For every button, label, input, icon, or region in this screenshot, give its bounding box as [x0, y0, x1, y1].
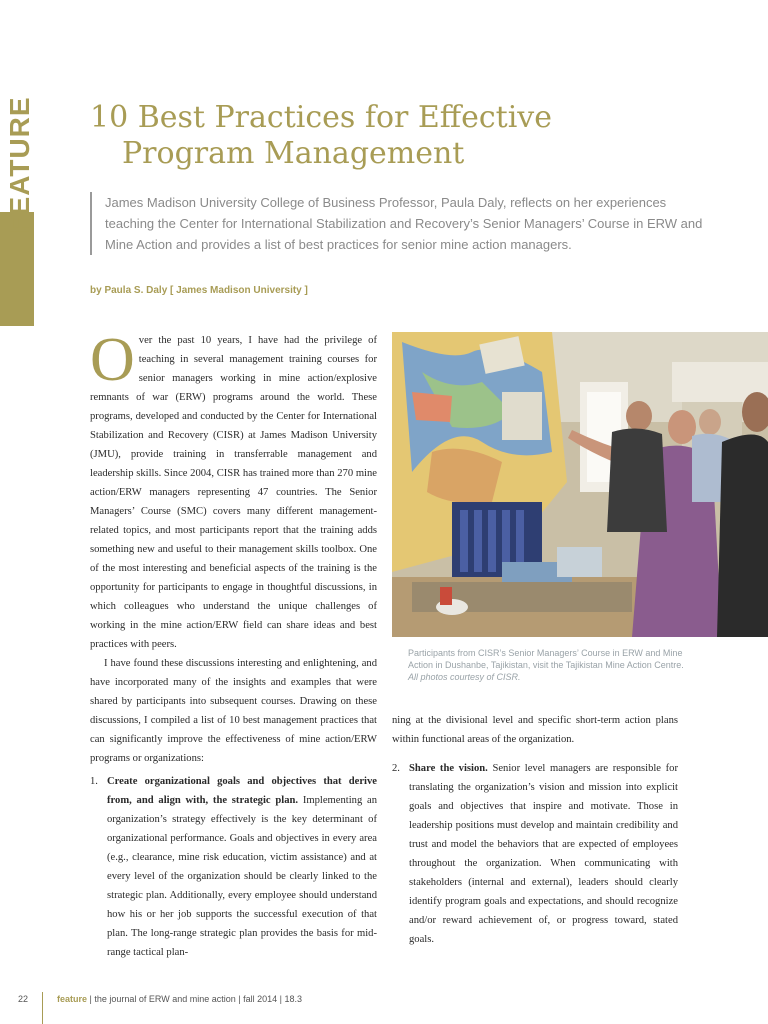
list-item-heading: Share the vision. — [409, 763, 488, 774]
photo-illustration — [392, 332, 768, 637]
article-photo — [392, 332, 768, 637]
article-title — [90, 100, 650, 172]
photo-credit: All photos courtesy of CISR. — [408, 672, 521, 682]
footer-divider — [42, 992, 43, 1024]
list-number: 1. — [90, 776, 98, 787]
title-line-2: Program Management — [122, 136, 465, 171]
list-item-1-continued: ning at the divisional level and specific short-term action plans within functional areas of the organization. — [392, 715, 678, 745]
list-item-2 — [392, 759, 678, 949]
text-column-left — [90, 326, 377, 962]
list-item-body: Senior level managers are responsible for translating the organization’s vision and mission into explicit goals and objectives that inspire and motivate. Those in leadership positions must develop and maintain credibility and trust and model the behaviors that are expected of employees throughout the organization. When communicating with stakeholders (internal and external), leaders should clearly identify program goals and expectations, and should recognize and/or reward achievement of, or progress toward, stated goals. — [409, 763, 678, 945]
list-item-body: Implementing an organization’s strategy effectively is the key determinant of organizational performance. Goals and objectives in every area (e.g., clearance, mine risk education, victim assistance) and at every level of the organization should be clearly linked to the strategic plan. Additionally, every employee should understand how his or her job supports the successful execution of that plan. The long-range strategic plan provides the basis for mid-range tactical plan- — [107, 795, 377, 958]
drop-cap: O — [90, 326, 135, 394]
feature-tab-label: FEATURE — [4, 96, 35, 234]
list-item-1 — [90, 772, 377, 962]
article-deck: James Madison University College of Business Professor, Paula Daly, reflects on her experiences teaching the Center for International Stabilization and Recovery’s Senior Managers’ Course in ERW and Mine Action and provides a list of best practices for senior mine action managers. — [90, 192, 705, 255]
caption-text: Participants from CISR’s Senior Managers’ Course in ERW and Mine Action in Dushanbe, Tajikistan, visit the Tajikistan Mine Action Centre. — [408, 648, 684, 670]
byline: by Paula S. Daly [ James Madison University ] — [90, 285, 308, 296]
text-column-right — [392, 711, 678, 949]
list-item-heading: Create organizational goals and objectives that derive from, and align with, the strategic plan. — [107, 776, 377, 806]
paragraph-intro — [90, 326, 377, 654]
title-line-1: 10 Best Practices for Effective — [90, 100, 553, 135]
page-number: 22 — [18, 994, 29, 1004]
feature-section-tab — [0, 96, 40, 234]
list-number: 2. — [392, 763, 400, 774]
footer-journal-info: | the journal of ERW and mine action | fall 2014 | 18.3 — [87, 994, 302, 1004]
photo-caption — [408, 647, 693, 683]
footer-section-label: feature — [57, 994, 88, 1004]
paragraph-intro-text: ver the past 10 years, I have had the privilege of teaching in several management training courses for senior managers working in mine action/explosive remnants of war (ERW) programs around the world. These programs, developed and conducted by the Center for International Stabilization and Recovery (CISR) at James Madison University (JMU), provide training in transferrable management and leadership skills. Since 2004, CISR has trained more than 270 mine action/ERW managers representing 47 countries. The Senior Managers’ Course (SMC) covers many different management-related topics, and most participants report that the training adds something new and useful to their management skills toolbox. One of the most interesting and beneficial aspects of the training is the opportunity for participants to engage in thoughtful discussions, in which colleagues who understand the unique challenges of working in the mine action/ERW field can share ideas and best practices with peers. — [90, 335, 377, 650]
paragraph-discussions: I have found these discussions interesting and enlightening, and have incorporated many of the insights and examples that were shared by participants into subsequent courses. Drawing on these discussions, I compiled a list of 10 best management practices that can significantly improve the effectiveness of mine action/ERW programs or organizations: — [90, 658, 377, 764]
footer-journal — [57, 994, 302, 1004]
